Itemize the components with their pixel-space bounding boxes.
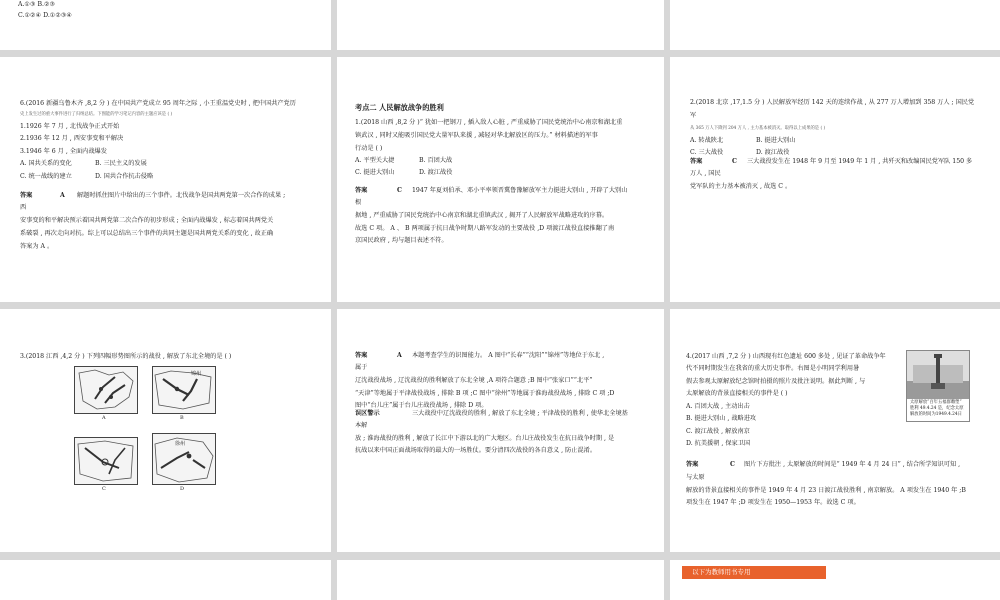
question-text: 3.(2018 江西 ,4,2 分 ) 下列四幅形势图所示的战役 , 解放了东北全境的是 ( ) (20, 353, 232, 360)
question-text: 1.(2018 山西 ,8,2 分 )“ 犹如一把钢刀 , 插入敌人心脏 , 严重威胁了国民党统治中心南京和湖北重 (355, 119, 623, 126)
answer-text: 京国民政府 , 均与题目表述不符。 (355, 237, 448, 244)
question-text: 6.(2016 新疆乌鲁木齐 ,8,2 分 ) 在中国共产党成立 95 周年之际 , 小王重温党史时 , 把中国共产党历 (20, 100, 296, 107)
map-b-drawing (153, 367, 215, 413)
option-c: C. 三大战役 (690, 149, 724, 156)
answer-label: 答案 (355, 187, 368, 194)
photo-caption: 太原解放“百年五福群雕塑” (910, 400, 962, 405)
answer-text: 安事变的和平解决预示着国共两党第二次合作的初步形成 ; 全面内战爆发 , 标志着国共两党关 (20, 217, 274, 224)
event-item: 1.1926 年 7 月 , 北伐战争正式开始 (20, 123, 120, 130)
slide-question-4 (670, 309, 1000, 552)
answer-text: 党军队的主力基本被消灭 , 故选 C 。 (690, 183, 792, 190)
slide-bottom-middle (337, 560, 664, 600)
map-a-drawing (75, 367, 137, 413)
answer-letter: C (730, 461, 735, 468)
warning-label: 误区警示 (355, 410, 380, 417)
map-c (74, 437, 138, 485)
answer-label: 答案 (690, 158, 703, 165)
option-b: B. 三民主义的发展 (95, 160, 147, 167)
event-item: 3.1946 年 6 月 , 全面内战爆发 (20, 148, 107, 155)
map-d (152, 433, 216, 485)
answer-text: 据地 , 严重威胁了国民党统治中心南京和湖北重镇武汉 , 揭开了人民解放军战略进攻的序幕。 (355, 212, 609, 219)
question-text: 军 (690, 112, 697, 119)
option-b: B. 百团大战 (419, 157, 453, 164)
answer-label: 答案 (686, 461, 699, 468)
question-text: 镇武汉 , 同时又能吸引国民党大量军队来援 , 减轻对华北解放区的压力。” 材料描述的军事 (355, 132, 598, 139)
slide-question-3 (0, 309, 331, 552)
map-b (152, 366, 216, 414)
photo-caption: 解放的时间为1949.4.24日 (910, 412, 962, 417)
slide-bottom-left (0, 560, 331, 600)
memorial-photo (906, 350, 970, 422)
option-a: A. 国共关系的变化 (20, 160, 72, 167)
photo-caption: 胜利 49.4.24 是，纪念太原 (910, 406, 964, 411)
answer-text: 辽沈战役战场 , 辽沈战役的胜利解放了东北全境 ,A 项符合题意 ;B 图中“张家口”“北平” (355, 377, 593, 384)
option-b: B. 挺进大别山 , 战略进攻 (686, 415, 757, 422)
answer-letter: A (397, 352, 402, 359)
map-c-drawing (75, 438, 137, 484)
option-a: A. 转战陕北 (690, 137, 724, 144)
slide-answer-3 (337, 309, 664, 552)
section-title: 考点二 人民解放战争的胜利 (355, 103, 444, 112)
answer-text: 图片下方批注 , 太原解放的时间是“ 1949 年 4 月 24 日” , 结合所学知识可知 , (744, 461, 961, 468)
answer-label: 答案 (20, 192, 33, 199)
answer-letter: C (397, 187, 402, 194)
question-text: 代不同时期发生在我省的重大历史事件。右图是小明同学利用暑 (686, 365, 860, 372)
option-b: B. 挺进大别山 (756, 137, 796, 144)
option-c: C. 渡江战役 , 解放南京 (686, 428, 750, 435)
option-a: A. 平型关大捷 (355, 157, 395, 164)
question-text: 行动是 ( ) (355, 145, 383, 152)
warning-text: 本解 (355, 422, 368, 429)
event-item: 2.1936 年 12 月 , 西安事变和平解决 (20, 135, 124, 142)
monument-image (907, 351, 969, 399)
answer-text: 与太原 (686, 474, 705, 481)
option-d: D. 渡江战役 (419, 169, 453, 176)
question-text: 2.(2018 北京 ,17,1.5 分 ) 人民解放军经历 142 天的连续作战 , 从 277 万人增加到 358 万人 ; 国民党 (690, 99, 975, 106)
map-b-label: B (180, 415, 184, 421)
answer-text: 答案为 A 。 (20, 243, 54, 250)
option-c: C. 统一战线的建立 (20, 173, 72, 180)
slide-top-left (0, 0, 331, 50)
slide-bottom-right (670, 560, 1000, 600)
warning-text: 三大战役中辽沈战役的胜利 , 解放了东北全境 ; 平津战役的胜利 , 使华北全境基 (412, 410, 628, 417)
options-ab: A.①③ B.②③ (18, 1, 56, 8)
question-text-small: 从 365 万人下降到 204 万人 , 主力基本被消灭。取得以上成果的是 ( ) (690, 126, 826, 131)
option-c: C. 挺进大别山 (355, 169, 395, 176)
answer-letter: A (60, 192, 65, 199)
question-text: 太原解放的背景直接相关的事件是 ( ) (686, 390, 788, 397)
slide-question-6 (0, 57, 331, 302)
map-a-label: A (102, 415, 106, 421)
answer-text: 项发生在 1947 年 ;D 项发生在 1950—1953 年。故选 C 项。 (686, 499, 860, 506)
answer-text: 图中“台儿庄”属于台儿庄战役战场 , 排除 D 项。 (355, 402, 488, 409)
question-text: 假去参观太原解放纪念馆时拍摄的照片及批注说明。据此判断 , 与 (686, 378, 866, 385)
answer-text: 解题时抓住图片中给出的三个事件。北伐战争是国共两党第一次合作的成果 ; (77, 192, 286, 199)
answer-text: 解放的背景直接相关的事件是 1949 年 4 月 23 日渡江战役胜利 , 南京解放。 A 项发生在 1940 年 ;B (686, 487, 966, 494)
question-text: 4.(2017 山西 ,7,2 分 ) 山西现有红色遗址 600 多处 , 见证了革命战争年 (686, 353, 886, 360)
question-text-small: 史上发生过的重大事件进行了归纳总结。下图能的学习笔记内容的主题应该是 ( ) (20, 112, 173, 117)
slide-top-middle (337, 0, 664, 50)
option-a: A. 百团大战 , 主动出击 (686, 403, 750, 410)
answer-letter: C (732, 158, 737, 165)
answer-text: 三大战役发生在 1948 年 9 月至 1949 年 1 月 , 共歼灭和改编国民党军队 150 多 (747, 158, 973, 165)
answer-text: 本题考查学生的识图能力。 A 图中“长春”“沈阳”“锦州”等地位于东北 , (412, 352, 605, 359)
answer-text: 故选 C 项。 A 、 B 两项属于抗日战争时期八路军发动的主要战役 ,D 项渡江战役直接推翻了南 (355, 225, 615, 232)
map-d-label: D (180, 486, 185, 492)
warning-text: 抗战以来中国正面战场取得的最大的一场胜仗。要分清四次战役的各自意义 , 防止混淆。 (355, 447, 597, 454)
answer-label: 答案 (355, 352, 368, 359)
slide-top-right (670, 0, 1000, 50)
map-d-city: 徐州 (175, 441, 186, 447)
map-b-city: 锦州 (191, 371, 202, 377)
answer-text: 根 (355, 199, 362, 206)
option-d: D. 渡江战役 (756, 149, 790, 156)
answer-text: 西 (20, 204, 27, 211)
option-d: D. 国共合作抗击侵略 (95, 173, 154, 180)
map-a (74, 366, 138, 414)
slide-question-2 (670, 57, 1000, 302)
map-c-label: C (102, 486, 106, 492)
answer-text: “天津”等地属于平津战役战场 , 排除 B 项 ;C 图中“徐州”等地属于淮海战役战场 , 排除 C 项 ;D (355, 390, 615, 397)
options-cd: C.①②④ D.①②③④ (18, 12, 72, 19)
answer-text: 属于 (355, 364, 368, 371)
answer-text: 万人 , 国民 (690, 170, 721, 177)
answer-text: 1947 年夏刘伯承、邓小平率领晋冀鲁豫解放军主力挺进大别山 , 开辟了大别山 (412, 187, 628, 194)
option-d: D. 抗美援朝 , 保家卫国 (686, 440, 751, 447)
teacher-only-banner: 以下为教师用书专用 (682, 566, 826, 579)
slide-section-2 (337, 57, 664, 302)
answer-text: 系破裂 , 再次走向对抗。综上可以总结出三个事件的共同主题是国共两党关系的变化 , 故正确 (20, 230, 274, 237)
warning-text: 放 ; 淮海战役的胜利 , 解放了长江中下游以北的广大地区。台儿庄战役发生在抗日战争时期 , 是 (355, 435, 615, 442)
